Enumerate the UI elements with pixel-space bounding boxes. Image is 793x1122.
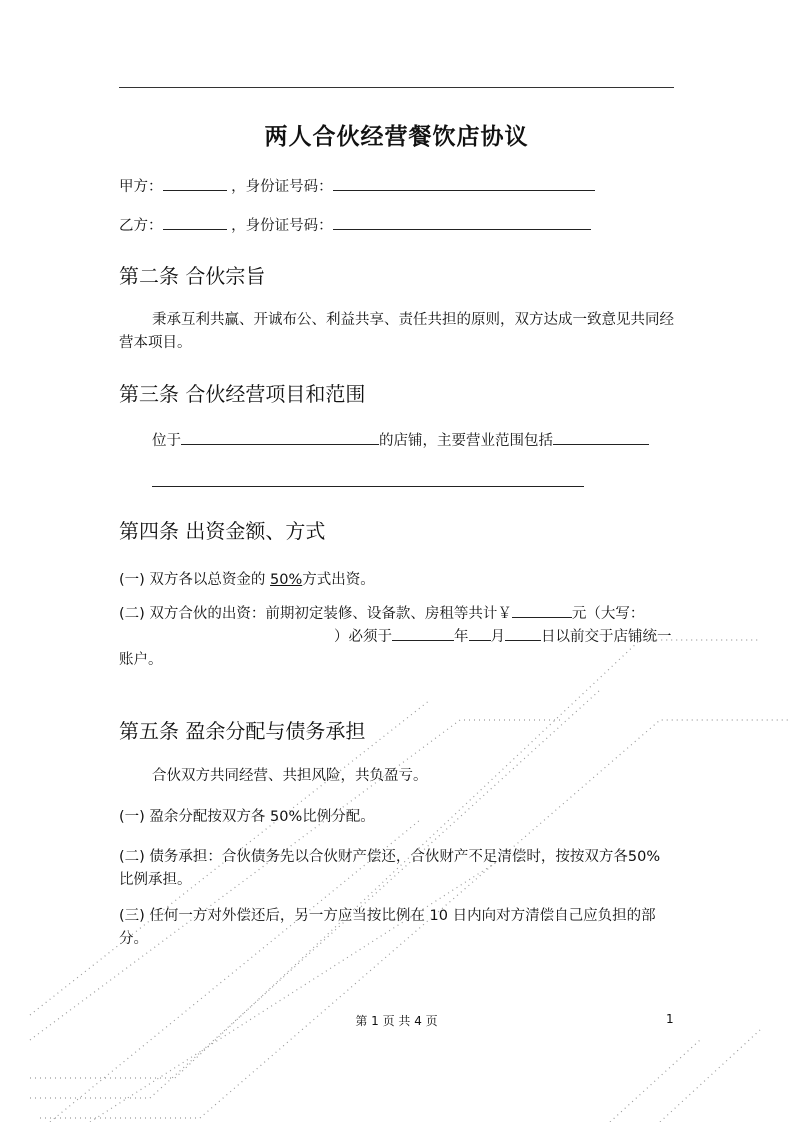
- party-b-id-label: ，身份证号码：: [231, 218, 333, 234]
- article-2-heading: 第二条 合伙宗旨: [119, 264, 266, 288]
- article-3-heading: 第三条 合伙经营项目和范围: [119, 382, 366, 406]
- month-label: 月: [490, 629, 505, 645]
- article-4-item-1-suffix: 方式出资。: [302, 572, 375, 588]
- party-b-name-blank: [163, 215, 227, 230]
- article-4-item-1-prefix: (一) 双方各以总资金的: [119, 572, 271, 588]
- article-5-item-2: (二) 债务承担：合伙债务先以合伙财产偿还，合伙财产不足清偿时，按按双方各50%比例承担。: [119, 849, 661, 888]
- party-a-label: 甲方：: [119, 179, 163, 195]
- document-title: 两人合伙经营餐饮店协议: [264, 124, 529, 150]
- year-blank: [392, 626, 454, 641]
- location-blank: [181, 430, 379, 445]
- article-4-item-2-b: 元（大写：: [571, 606, 645, 622]
- party-b-line: [119, 214, 591, 235]
- article-5-heading: 第五条 盈余分配与债务承担: [119, 719, 366, 743]
- header-rule: [119, 87, 674, 88]
- article-4-item-2-a: (二) 双方合伙的出资：前期初定装修、设备款、房租等共计￥: [119, 606, 512, 622]
- page-count: 第 1 页 共 4 页: [355, 1014, 438, 1028]
- article-4-heading: 第四条 出资金额、方式: [119, 519, 326, 543]
- article-4-item-2-day: 日以前交于店铺统一账户。: [119, 629, 672, 668]
- article-4-item-2-c: ）必须于: [334, 629, 392, 645]
- page-number: 1: [666, 1012, 674, 1026]
- article-5-item-3: (三) 任何一方对外偿还后，另一方应当按比例在 10 日内向对方清偿自己应负担的部分。: [119, 908, 656, 947]
- party-a-line: [119, 175, 595, 196]
- article-5-item-1: (一) 盈余分配按双方各 50%比例分配。: [119, 809, 375, 825]
- amount-capital-blank: [119, 627, 334, 641]
- party-a-name-blank: [163, 176, 227, 191]
- investment-percentage: 50%: [270, 572, 303, 588]
- article-3-middle: 的店铺，主要营业范围包括: [379, 433, 553, 449]
- article-4-item-1: [119, 568, 375, 589]
- article-3-prefix: 位于: [152, 433, 181, 449]
- year-label: 年: [454, 629, 469, 645]
- article-2-text: 秉承互利共赢、开诚布公、利益共享、责任共担的原则，双方达成一致意见共同经营本项目。: [119, 312, 674, 351]
- month-blank: [469, 626, 491, 641]
- amount-blank: [512, 603, 572, 618]
- scope-blank: [553, 430, 649, 445]
- article-5-intro: 合伙双方共同经营、共担风险，共负盈亏。: [152, 768, 428, 784]
- article-4-item-2: [119, 603, 674, 672]
- scope-blank-line-2: [152, 486, 584, 487]
- party-a-id-label: ，身份证号码：: [231, 179, 333, 195]
- day-blank: [505, 626, 541, 641]
- party-b-label: 乙方：: [119, 218, 163, 234]
- party-a-id-blank: [333, 176, 595, 191]
- article-3-line: [152, 429, 649, 450]
- party-b-id-blank: [333, 215, 591, 230]
